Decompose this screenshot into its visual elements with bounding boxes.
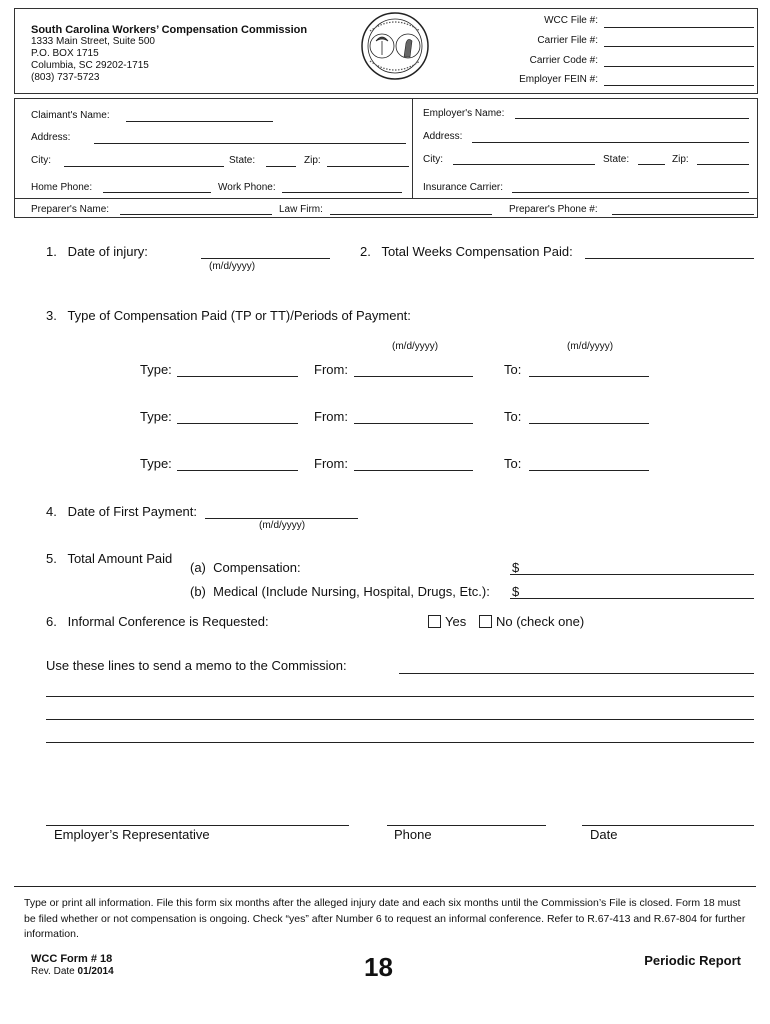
footer-rule	[14, 886, 756, 887]
employer-city-label: City:	[423, 154, 443, 165]
agency-address-1: 1333 Main Street, Suite 500	[31, 36, 155, 47]
to-field-2[interactable]	[529, 423, 649, 424]
rev-date-value: 01/2014	[77, 966, 114, 977]
from-field-1[interactable]	[354, 376, 473, 377]
insurance-carrier-label: Insurance Carrier:	[423, 182, 504, 193]
phone-label: Phone	[394, 827, 432, 842]
to-date-hint: (m/d/yyyy)	[567, 341, 614, 352]
total-weeks-field[interactable]	[585, 258, 754, 259]
home-phone-label: Home Phone:	[31, 182, 93, 193]
report-title: Periodic Report	[644, 953, 741, 968]
employer-zip-label: Zip:	[672, 154, 689, 165]
no-checkbox[interactable]	[479, 615, 492, 628]
memo-line-2[interactable]	[46, 696, 754, 697]
footer-instructions: Type or print all information. File this form six months after the alleged injury date and each six months until the Commission’s File is closed. Form 18 must be filed whether or not compensation is ongoing. Check “yes” after Number 6 to request an informal conference. Refer to R.67-413 and R.67-804 for further information.	[24, 897, 746, 940]
q5a-dollar: $	[512, 560, 520, 575]
type-field-3[interactable]	[177, 470, 298, 471]
work-phone-label: Work Phone:	[218, 182, 276, 193]
type-label-1: Type:	[140, 362, 172, 377]
employer-rep-line[interactable]	[46, 825, 349, 826]
agency-phone: (803) 737-5723	[31, 72, 100, 83]
from-label-3: From:	[314, 456, 348, 471]
home-phone-field[interactable]	[103, 192, 211, 193]
memo-line-4[interactable]	[46, 742, 754, 743]
claimant-zip-field[interactable]	[327, 166, 409, 167]
carrier-file-label: Carrier File #:	[537, 35, 598, 46]
form-number: WCC Form # 18	[31, 953, 113, 965]
agency-address-2: P.O. BOX 1715	[31, 48, 99, 59]
yes-label: Yes	[445, 614, 467, 629]
rev-date-label: Rev. Date	[31, 966, 75, 977]
agency-name: South Carolina Workers’ Compensation Commission	[31, 24, 308, 36]
medical-field[interactable]	[510, 598, 754, 599]
date-line[interactable]	[582, 825, 754, 826]
big-form-number: 18	[364, 952, 393, 982]
type-label-3: Type:	[140, 456, 172, 471]
from-date-hint: (m/d/yyyy)	[392, 341, 439, 352]
law-firm-label: Law Firm:	[279, 204, 323, 215]
memo-line-1[interactable]	[399, 673, 754, 674]
memo-label: Use these lines to send a memo to the Commission:	[46, 658, 347, 673]
agency-address-3: Columbia, SC 29202-1715	[31, 60, 149, 71]
q5a-label: (a) Compensation:	[190, 560, 301, 575]
employer-address-field[interactable]	[472, 142, 749, 143]
date-label: Date	[590, 827, 618, 842]
no-label: No (check one)	[496, 614, 585, 629]
carrier-code-label: Carrier Code #:	[529, 55, 598, 66]
phone-line[interactable]	[387, 825, 546, 826]
law-firm-field[interactable]	[330, 214, 492, 215]
preparer-name-label: Preparer's Name:	[31, 204, 110, 215]
to-field-1[interactable]	[529, 376, 649, 377]
memo-line-3[interactable]	[46, 719, 754, 720]
employer-state-label: State:	[603, 154, 630, 165]
type-field-1[interactable]	[177, 376, 298, 377]
claimant-city-field[interactable]	[64, 166, 224, 167]
wcc-file-field[interactable]	[604, 27, 754, 28]
first-payment-hint: (m/d/yyyy)	[259, 520, 306, 531]
claimant-name-label: Claimant's Name:	[31, 110, 110, 121]
employer-name-field[interactable]	[515, 118, 749, 119]
carrier-code-field[interactable]	[604, 66, 754, 67]
first-payment-field[interactable]	[205, 518, 358, 519]
party-box	[14, 98, 758, 218]
claimant-address-field[interactable]	[94, 143, 406, 144]
claimant-city-label: City:	[31, 155, 51, 166]
q5-label: 5. Total Amount Paid	[46, 551, 173, 566]
wcc-file-label: WCC File #:	[544, 15, 598, 26]
from-field-2[interactable]	[354, 423, 473, 424]
work-phone-field[interactable]	[282, 192, 402, 193]
to-label-1: To:	[504, 362, 522, 377]
to-label-2: To:	[504, 409, 522, 424]
party-divider	[412, 98, 413, 198]
from-field-3[interactable]	[354, 470, 473, 471]
type-label-2: Type:	[140, 409, 172, 424]
employer-fein-field[interactable]	[604, 85, 754, 86]
party-hline	[14, 198, 758, 199]
q1-label: 1. Date of injury:	[46, 244, 148, 259]
date-of-injury-field[interactable]	[201, 258, 330, 259]
claimant-state-label: State:	[229, 155, 256, 166]
rev-date-row	[31, 966, 114, 977]
claimant-address-label: Address:	[31, 132, 71, 143]
employer-address-label: Address:	[423, 131, 463, 142]
employer-state-field[interactable]	[638, 164, 665, 165]
employer-city-field[interactable]	[453, 164, 595, 165]
q5b-label: (b) Medical (Include Nursing, Hospital, Drugs, Etc.):	[190, 584, 490, 599]
claimant-name-field[interactable]	[126, 121, 273, 122]
claimant-zip-label: Zip:	[304, 155, 321, 166]
q3-label: 3. Type of Compensation Paid (TP or TT)/Periods of Payment:	[46, 308, 411, 323]
state-seal-icon	[360, 11, 430, 81]
preparer-name-field[interactable]	[120, 214, 272, 215]
preparer-phone-label: Preparer's Phone #:	[509, 204, 598, 215]
yes-checkbox[interactable]	[428, 615, 441, 628]
preparer-phone-field[interactable]	[612, 214, 754, 215]
employer-zip-field[interactable]	[697, 164, 749, 165]
q2-label: 2. Total Weeks Compensation Paid:	[360, 244, 573, 259]
to-field-3[interactable]	[529, 470, 649, 471]
from-label-1: From:	[314, 362, 348, 377]
q6-label: 6. Informal Conference is Requested:	[46, 614, 269, 629]
agency-block	[31, 24, 307, 84]
employer-rep-label: Employer’s Representative	[54, 827, 210, 842]
q5b-dollar: $	[512, 584, 520, 599]
date-of-injury-hint: (m/d/yyyy)	[209, 261, 256, 272]
to-label-3: To:	[504, 456, 522, 471]
employer-name-label: Employer's Name:	[423, 108, 505, 119]
compensation-field[interactable]	[510, 574, 754, 575]
type-field-2[interactable]	[177, 423, 298, 424]
q4-label: 4. Date of First Payment:	[46, 504, 197, 519]
employer-fein-label: Employer FEIN #:	[519, 74, 598, 85]
carrier-file-field[interactable]	[604, 46, 754, 47]
insurance-carrier-field[interactable]	[512, 192, 749, 193]
claimant-state-field[interactable]	[266, 166, 296, 167]
from-label-2: From:	[314, 409, 348, 424]
